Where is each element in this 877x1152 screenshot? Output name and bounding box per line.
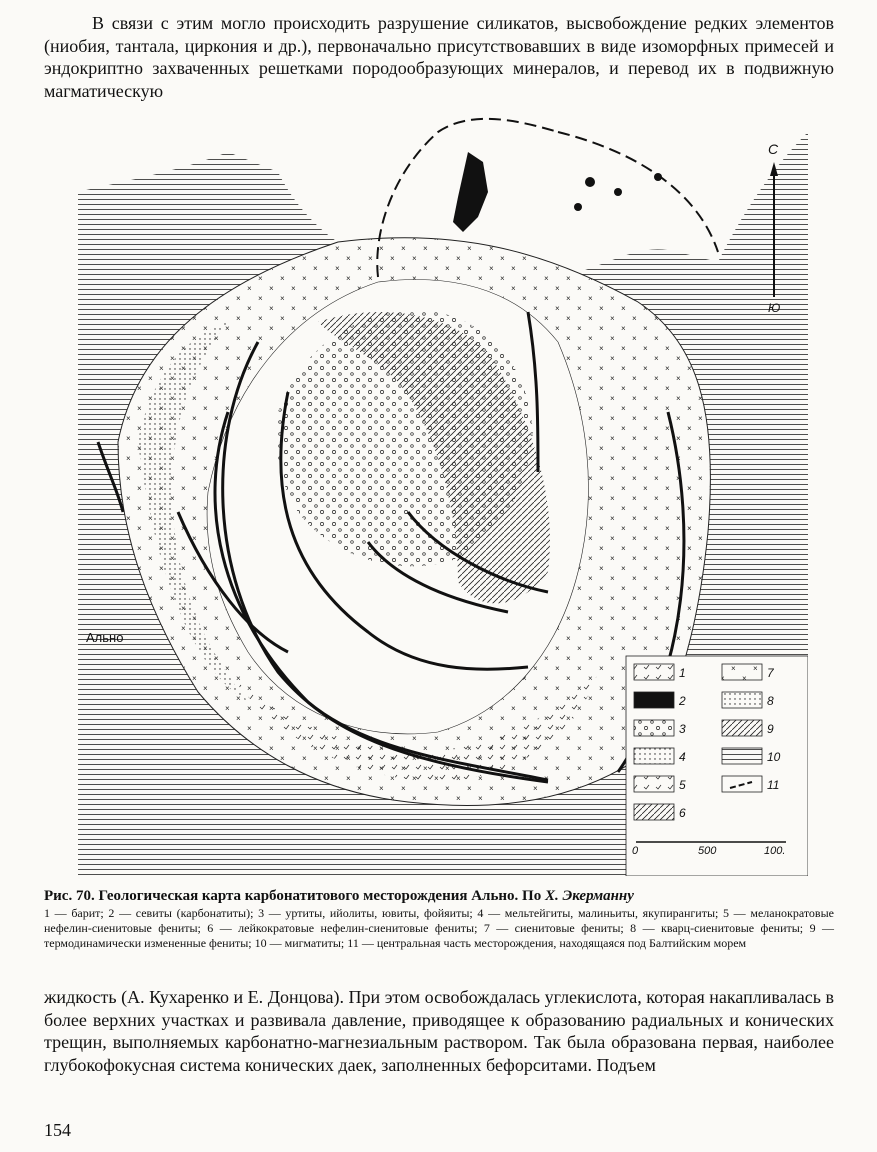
legend-swatch xyxy=(722,664,762,680)
map-legend xyxy=(626,656,808,876)
legend-number: 3 xyxy=(679,722,686,736)
legend-number: 4 xyxy=(679,750,686,764)
legend-number: 6 xyxy=(679,806,686,820)
svg-text:Ю: Ю xyxy=(768,301,781,315)
legend-swatch xyxy=(634,748,674,764)
legend-swatch xyxy=(722,748,762,764)
svg-text:С: С xyxy=(768,141,779,157)
svg-text:100.: 100. xyxy=(764,845,786,857)
legend-swatch xyxy=(634,804,674,820)
legend-swatch xyxy=(634,720,674,736)
legend-number: 8 xyxy=(767,694,774,708)
svg-text:0: 0 xyxy=(632,845,639,857)
legend-number: 9 xyxy=(767,722,774,736)
legend-number: 5 xyxy=(679,778,686,792)
figure-caption-title: Рис. 70. Геологическая карта карбонатитового месторождения Ально. По Х. Экерманну xyxy=(44,888,634,904)
legend-number: 2 xyxy=(679,694,686,708)
geological-map xyxy=(78,112,808,876)
legend-swatch xyxy=(722,720,762,736)
paragraph-top: В связи с этим могло происходить разрушение силикатов, высвобождение редких элементов (ниобия, тантала, циркония и др.), первоначально присутствовавших в виде изоморфных примесей и эндокриптно захваченных решетками породообразующих минералов, и перевод их в подвижную магматическую xyxy=(44,13,834,101)
legend-number: 1 xyxy=(679,666,686,680)
legend-swatch xyxy=(722,692,762,708)
figure-caption-legend: 1 — барит; 2 — севиты (карбонатиты); 3 — уртиты, ийолиты, ювиты, фойяиты; 4 — мельтейгиты, малиньиты, якупирангиты; 5 — меланократовые нефелин-сиенитовые фениты; 6 — лейкократовые нефелин-сиенитовые фениты; 7 — сиенитовые фениты; 8 — кварц-сиенитовые фениты; 9 — термодинамически измененные фениты; 10 — мигматиты; 11 — центральная часть месторождения, находящаяся под Балтийским морем xyxy=(44,906,834,950)
legend-swatch xyxy=(634,664,674,680)
paragraph-bottom: жидкость (А. Кухаренко и Е. Донцова). При этом освобождалась углекислота, которая накапливалась в более верхних участках и развивала давление, приводящее к образованию радиальных и конических трещин, выполняемых карбонатно-магнезиальным раствором. Так была образована первая, наиболее глубокофокусная система конических даек, заполненных бефорситами. Подъем xyxy=(44,987,834,1075)
legend-number: 10 xyxy=(767,750,781,764)
place-label: Ально xyxy=(86,630,124,645)
page-number: 154 xyxy=(44,1120,71,1140)
legend-swatch xyxy=(634,776,674,792)
legend-number: 11 xyxy=(767,778,780,792)
svg-text:500: 500 xyxy=(698,845,717,857)
legend-swatch xyxy=(634,692,674,708)
legend-number: 7 xyxy=(767,666,774,680)
